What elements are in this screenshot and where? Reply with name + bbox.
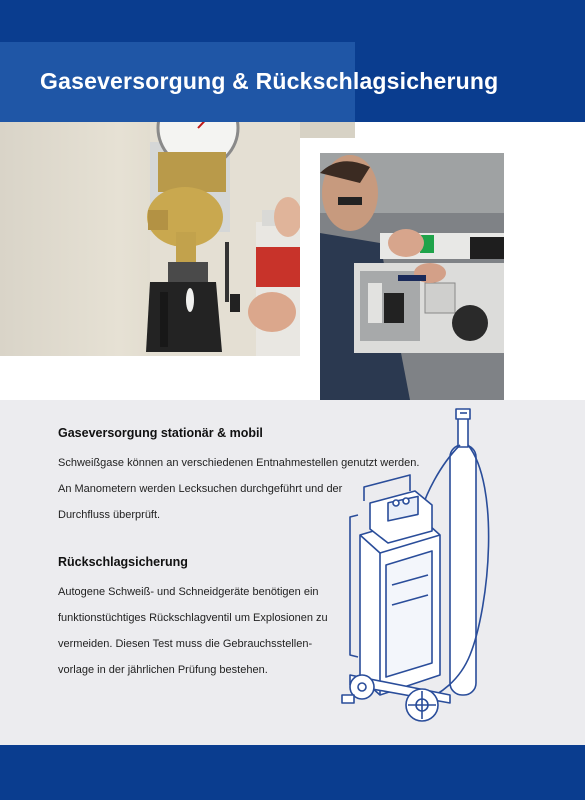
section-text-line: Autogene Schweiß- und Schneidgeräte benötigen ein (58, 586, 319, 598)
section-text-line: Schweißgase können an verschiedenen Entnahmestellen genutzt werden. (58, 457, 420, 469)
section-text-line: funktionstüchtiges Rückschlagventil um Explosionen zu (58, 612, 328, 624)
footer-band (0, 745, 585, 800)
section-text-line: An Manometern werden Lecksuchen durchgeführt und der (58, 483, 343, 495)
photo-check-valve-test (320, 153, 504, 400)
welding-cart-illustration (340, 405, 490, 735)
section-text-line: Durchfluss überprüft. (58, 509, 161, 521)
photo-strip (300, 122, 355, 138)
section-text-line: vermeiden. Diesen Test muss die Gebrauchsstellen- (58, 638, 313, 650)
section-text-line: vorlage in der jährlichen Prüfung bestehen. (58, 664, 268, 676)
page-title: Gaseversorgung & Rückschlagsicherung (40, 68, 499, 94)
photo-gas-regulator (0, 122, 300, 356)
section-heading: Rückschlagsicherung (58, 555, 188, 569)
section-heading: Gaseversorgung stationär & mobil (58, 426, 263, 440)
